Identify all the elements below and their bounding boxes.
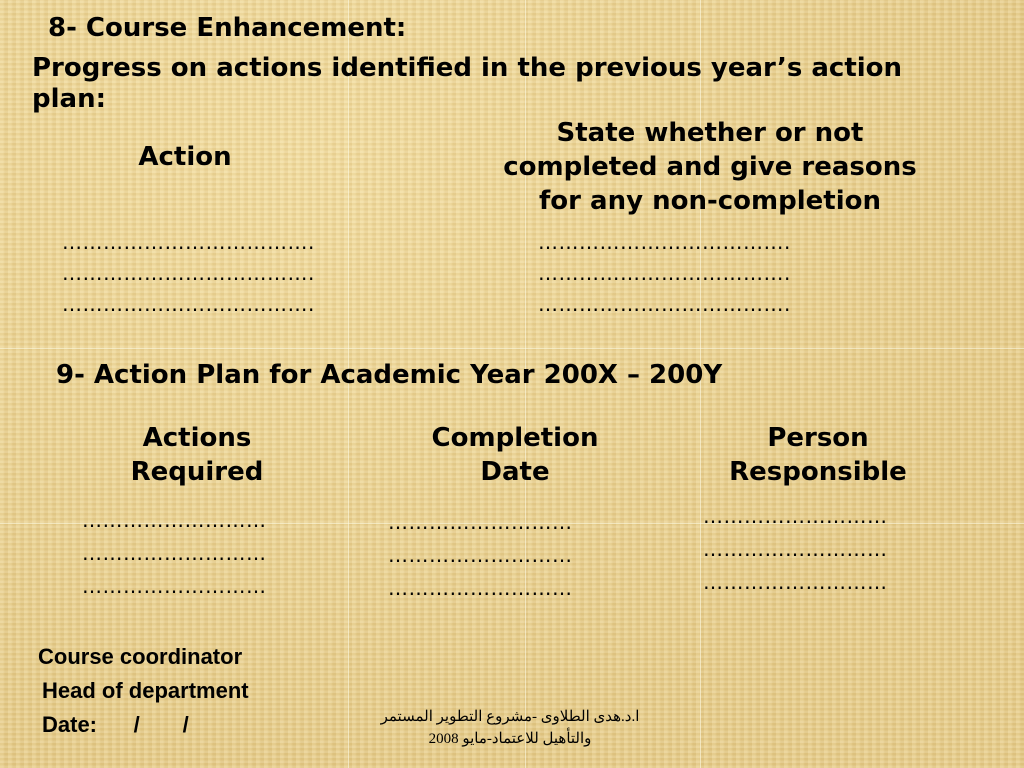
- grid-line: [0, 348, 1024, 349]
- col-header-state-line1: State whether or not: [556, 118, 864, 148]
- fill-line: ………………………: [388, 543, 573, 567]
- fill-line: ………………………: [82, 541, 267, 565]
- fill-line: ………………………: [703, 537, 888, 561]
- date-label: Date: / /: [42, 712, 189, 737]
- section8-heading: 8- Course Enhancement:: [48, 13, 407, 43]
- col-header-state-line2: completed and give reasons: [503, 152, 917, 182]
- section9-heading: 9- Action Plan for Academic Year 200X – 200Y: [56, 360, 723, 390]
- fill-line: ……………………………….: [62, 261, 315, 285]
- signature-footer: [360, 706, 660, 750]
- col-header-actions-line1: Actions: [142, 423, 252, 453]
- completion-fill-lines: [388, 506, 573, 605]
- col-header-actions-required: [92, 421, 302, 489]
- col-header-actions-line2: Required: [130, 457, 264, 487]
- actions-fill-lines: [82, 504, 267, 603]
- course-coordinator-label: Course coordinator: [38, 644, 243, 669]
- col-header-action: Action: [138, 142, 232, 172]
- col-header-person-responsible: [703, 421, 933, 489]
- col-header-completion-date: [405, 421, 625, 489]
- col-header-state: [470, 116, 950, 218]
- signature-line1: ا.د.هدى الطلاوى -مشروع التطوير المستمر: [380, 709, 640, 725]
- action-fill-lines: [62, 227, 315, 320]
- state-fill-lines: [538, 227, 791, 320]
- fill-line: ………………………: [388, 510, 573, 534]
- col-header-state-line3: for any non-completion: [538, 186, 881, 216]
- fill-line: ……………………………….: [538, 261, 791, 285]
- col-header-person-line1: Person: [767, 423, 869, 453]
- fill-line: ……………………………….: [538, 230, 791, 254]
- col-header-completion-line2: Date: [480, 457, 550, 487]
- fill-line: ……………………………….: [62, 292, 315, 316]
- section8-subheading-line1: Progress on actions identified in the previous year’s action: [32, 53, 903, 83]
- fill-line: ……………………………….: [538, 292, 791, 316]
- fill-line: ………………………: [82, 508, 267, 532]
- fill-line: ……………………………….: [62, 230, 315, 254]
- fill-line: ………………………: [703, 570, 888, 594]
- col-header-person-line2: Responsible: [729, 457, 907, 487]
- section8-subheading: [32, 53, 902, 115]
- section8-subheading-line2: plan:: [32, 84, 106, 114]
- fill-line: ………………………: [703, 504, 888, 528]
- col-header-completion-line1: Completion: [431, 423, 599, 453]
- person-fill-lines: [703, 500, 888, 599]
- signature-line2: والتأهيل للاعتماد-مايو 2008: [428, 731, 592, 747]
- fill-line: ………………………: [388, 576, 573, 600]
- fill-line: ………………………: [82, 574, 267, 598]
- head-of-department-label: Head of department: [42, 678, 249, 703]
